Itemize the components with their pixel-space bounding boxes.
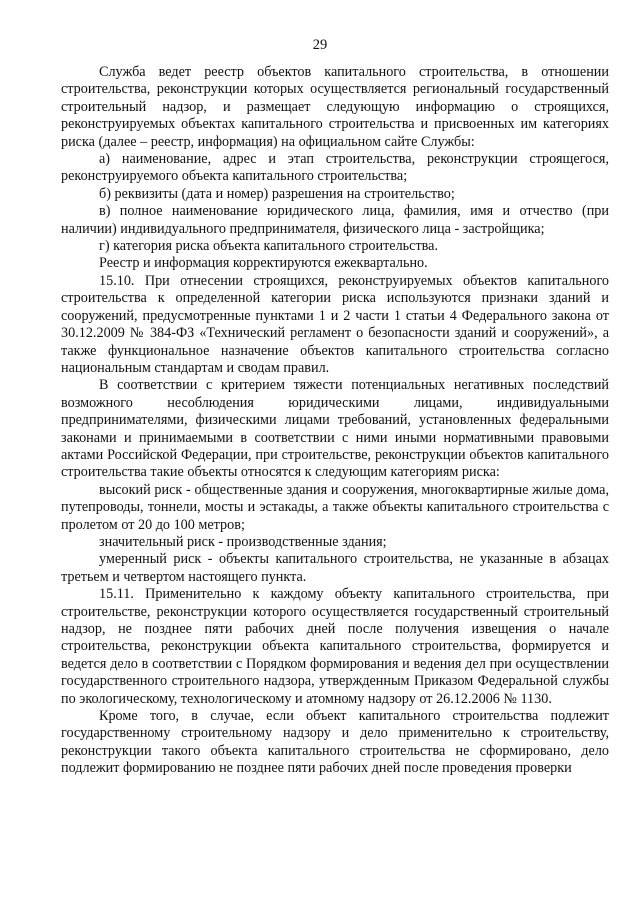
paragraph-15-11: 15.11. Применительно к каждому объекту капитального строительства, при строительстве, реконструкции которого осуществляется государственный строительный надзор, не позднее пяти рабочих дней после получения извещения о начале строительства, реконструкции объекта капитального строительства, формируется и ведется дело в соответствии с Порядком формирования и ведения дел при осуществлении государственного строительного надзора, утвержденным Приказом Федеральной службы по экологическому, технологическому и атомному надзору от 26.12.2006 № 1130.: [61, 586, 609, 707]
paragraph-item-b: б) реквизиты (дата и номер) разрешения на строительство;: [99, 185, 455, 202]
page-number: 29: [312, 37, 328, 53]
paragraph-risk-criteria: В соответствии с критерием тяжести потенциальных негативных последствий возможного несоблюдения юридическими лицами, индивидуальными предпринимателями, физическими лицами требований, установленных федеральными законами и принимаемыми в соответствии с ними иными нормативными правовыми актами Российской Федерации, при строительстве, реконструкции объектов капитального строительства такие объекты относятся к следующим категориям риска:: [61, 377, 609, 481]
paragraph-moderate-risk: умеренный риск - объекты капитального строительства, не указанные в абзацах третьем и четвертом настоящего пункта.: [61, 551, 609, 585]
paragraph-additionally: Кроме того, в случае, если объект капитального строительства подлежит государственному строительному надзору и дело применительно к строительству, реконструкции такого объекта капитального строительства не сформировано, дело подлежит формированию не позднее пяти рабочих дней после проведения проверки: [61, 708, 609, 777]
paragraph-registry-intro: Служба ведет реестр объектов капитального строительства, в отношении строительства, реконструкции которых осуществляется региональный государственный строительный надзор, и размещает следующую информацию о строящихся, реконструируемых объектах капитального строительства и присвоенных им категориях риска (далее – реестр, информация) на официальном сайте Службы:: [61, 64, 609, 150]
paragraph-15-10: 15.10. При отнесении строящихся, реконструируемых объектов капитального строительства к определенной категории риска используются признаки зданий и сооружений, предусмотренные пунктами 1 и 2 части 1 статьи 4 Федерального закона от 30.12.2009 № 384-ФЗ «Технический регламент о безопасности зданий и сооружений», а также функциональное назначение объектов капитального строительства согласно национальным стандартам и сводам правил.: [61, 272, 609, 376]
paragraph-item-g: г) категория риска объекта капитального строительства.: [99, 238, 438, 255]
paragraph-high-risk: высокий риск - общественные здания и сооружения, многоквартирные жилые дома, путепроводы, тоннели, мосты и эстакады, а также объекты капитального строительства с пролетом от 20 до 100 метров;: [61, 481, 609, 533]
paragraph-item-a: а) наименование, адрес и этап строительства, реконструкции строящегося, реконструируемого объекта капитального строительства;: [61, 151, 609, 185]
document-body: [61, 64, 609, 778]
paragraph-significant-risk: значительный риск - производственные здания;: [99, 533, 387, 550]
paragraph-item-v: в) полное наименование юридического лица, фамилия, имя и отчество (при наличии) индивидуального предпринимателя, физического лица - застройщика;: [61, 203, 609, 237]
paragraph-registry-update: Реестр и информация корректируются ежеквартально.: [99, 255, 428, 272]
